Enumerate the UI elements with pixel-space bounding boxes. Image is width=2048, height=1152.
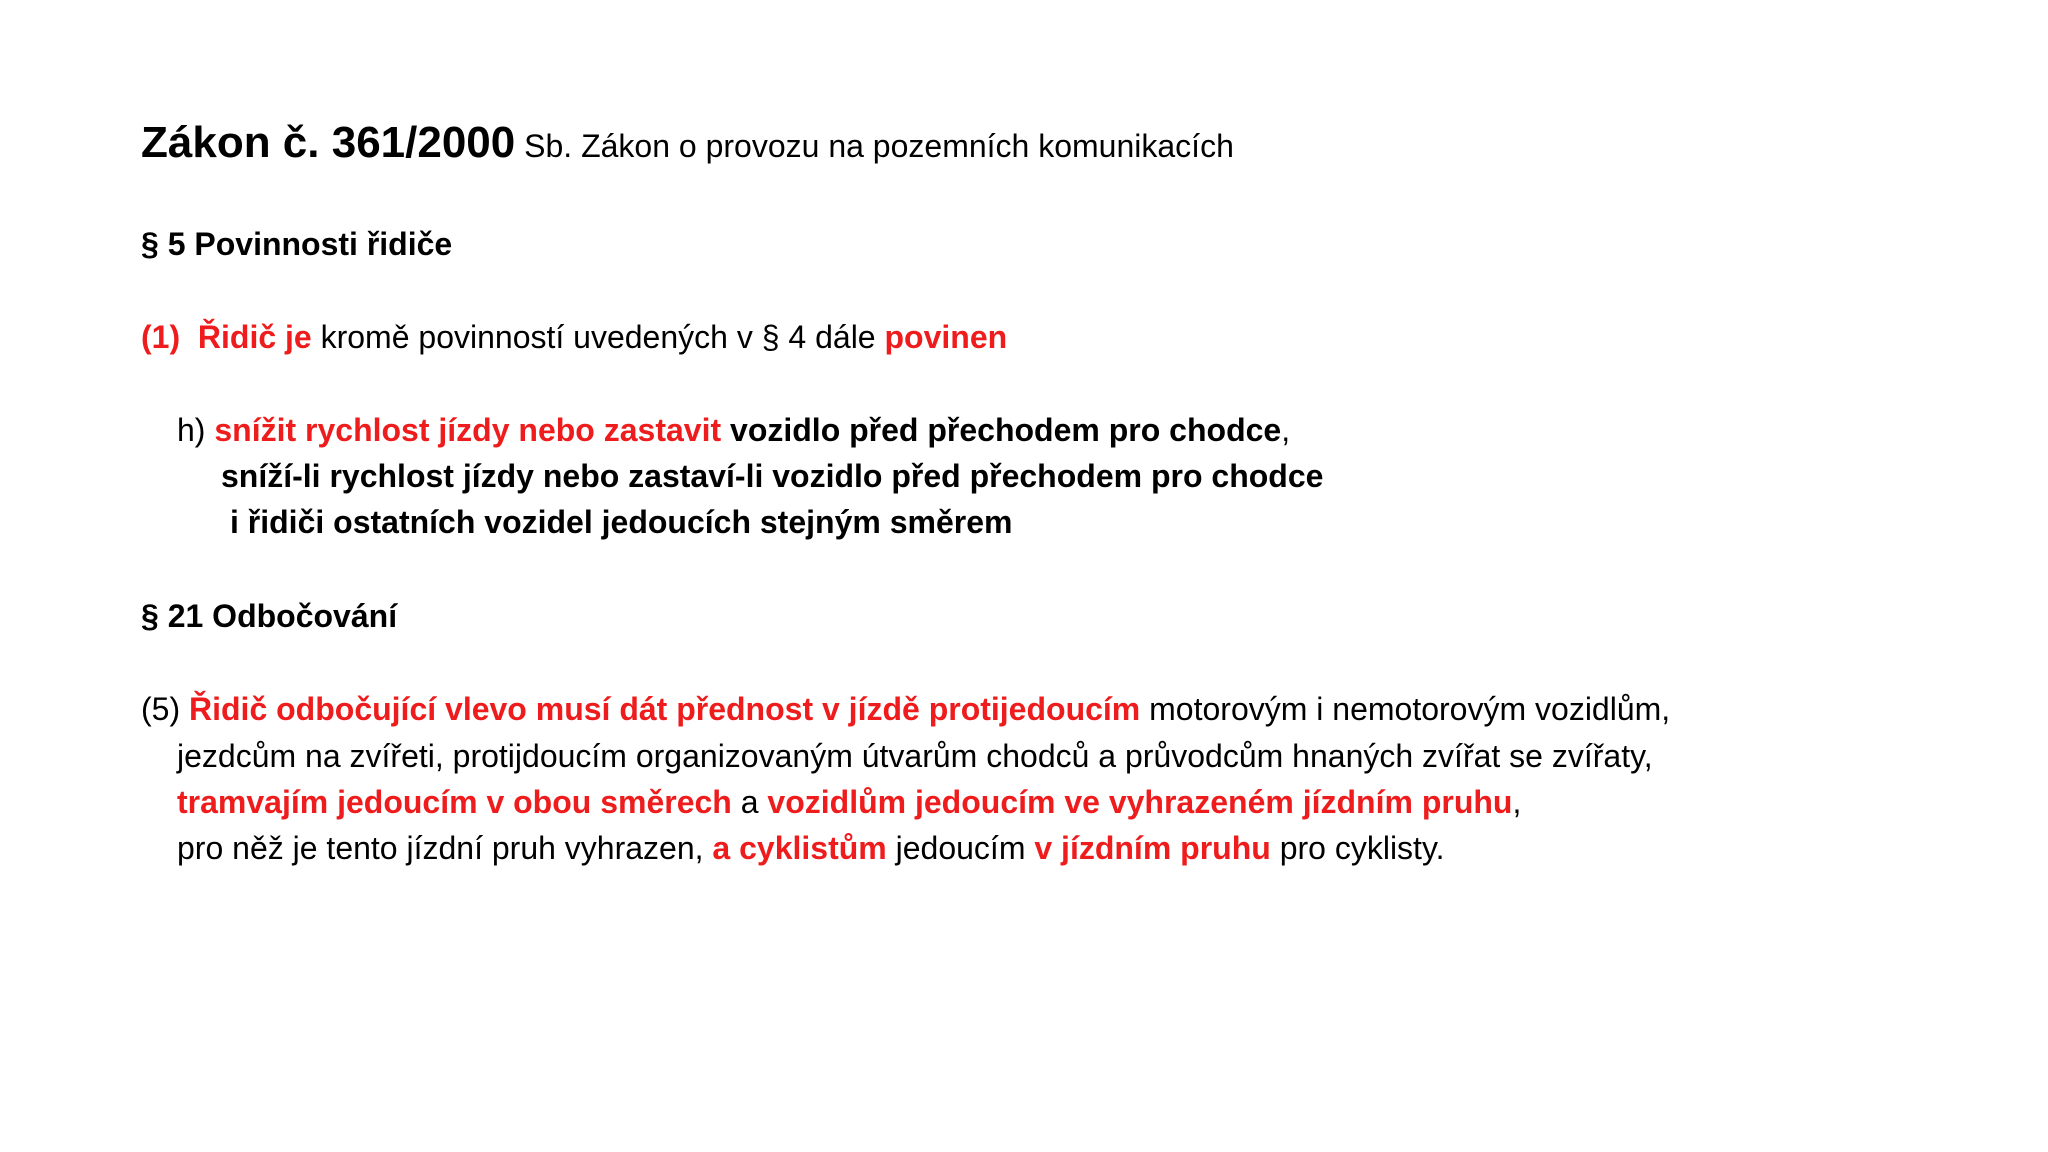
highlight-slow-down: snížit rychlost jízdy nebo zastavit	[214, 412, 722, 448]
section-5-heading: § 5 Povinnosti řidiče	[141, 226, 453, 262]
law-name: Sb. Zákon o provozu na pozemních komunikacích	[515, 128, 1234, 164]
highlight-trams: tramvajím jedoucím v obou směrech	[177, 784, 732, 820]
highlight-driver: Řidič je	[197, 319, 312, 355]
item-h-line-2: sníží-li rychlost jízdy nebo zastaví-li vozidlo před přechodem pro chodce	[221, 458, 1324, 494]
highlight-left-turn: Řidič odbočující vlevo musí dát přednost v jízdě protijedoucím	[189, 691, 1141, 727]
item-text: vozidlo před přechodem pro chodce	[721, 412, 1282, 448]
section-21-heading: § 21 Odbočování	[141, 598, 398, 634]
highlight-bike-lane: v jízdním pruhu	[1034, 830, 1271, 866]
paragraph-number: (5)	[141, 691, 189, 727]
paragraph-text: motorovým i nemotorovým vozidlům,	[1140, 691, 1671, 727]
paragraph-text: kromě povinností uvedených v § 4 dále	[311, 319, 885, 355]
item-comma: ,	[1281, 412, 1291, 448]
section-5-paragraph-1	[141, 321, 1007, 353]
page-title	[141, 118, 1234, 167]
section-21-paragraph-5-line-2: jezdcům na zvířeti, protijdoucím organizovaným útvarům chodců a průvodcům hnaných zvířat se zvířaty,	[177, 738, 1653, 774]
conjunction: a	[731, 784, 768, 820]
item-h-line-3: i řidiči ostatních vozidel jedoucích stejným směrem	[230, 504, 1013, 540]
item-label: h)	[177, 412, 215, 448]
law-number: Zákon č. 361/2000	[141, 118, 516, 167]
section-21-paragraph-5-line-1	[141, 693, 1670, 725]
highlight-obliged: povinen	[884, 319, 1008, 355]
section-21-paragraph-5-line-4	[177, 832, 1444, 864]
line-comma: ,	[1512, 784, 1522, 820]
highlight-reserved-lane: vozidlům jedoucím ve vyhrazeném jízdním pruhu	[767, 784, 1513, 820]
paragraph-text: pro cyklisty.	[1270, 830, 1445, 866]
section-21-paragraph-5-line-3	[177, 786, 1521, 818]
highlight-cyclists: a cyklistům	[712, 830, 887, 866]
item-h-line-1	[177, 414, 1290, 446]
paragraph-number: (1)	[141, 319, 181, 355]
paragraph-text: pro něž je tento jízdní pruh vyhrazen,	[177, 830, 713, 866]
paragraph-text: jedoucím	[886, 830, 1035, 866]
